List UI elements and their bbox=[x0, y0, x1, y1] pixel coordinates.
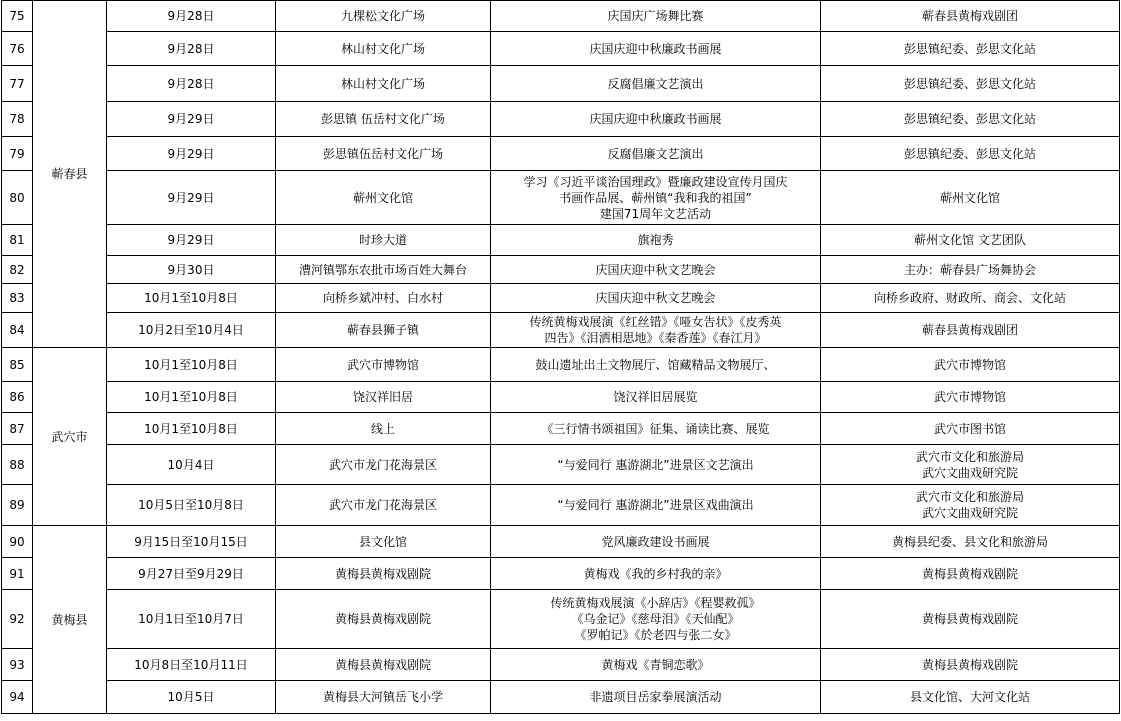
activity-cell bbox=[491, 382, 821, 413]
row-number: 76 bbox=[2, 32, 33, 66]
activity-line: 四告》《泪洒相思地》《秦香莲》《春江月》 bbox=[544, 331, 767, 345]
date-cell: 10月5日至10月8日 bbox=[107, 485, 276, 526]
row-number: 78 bbox=[2, 102, 33, 137]
venue-cell: 漕河镇鄂东农批市场百姓大舞台 bbox=[276, 256, 491, 284]
organizer-line: 蕲州文化馆 bbox=[939, 190, 1000, 205]
row-number: 77 bbox=[2, 66, 33, 102]
row-number: 87 bbox=[2, 413, 33, 445]
table-row bbox=[2, 485, 1120, 526]
organizer-line: 彭思镇纪委、彭思文化站 bbox=[903, 146, 1036, 161]
table-row bbox=[2, 225, 1120, 256]
row-number: 80 bbox=[2, 171, 33, 225]
organizer-line: 武穴文曲戏研究院 bbox=[921, 465, 1018, 480]
activity-line: 《三行情书颂祖国》征集、诵读比赛、展览 bbox=[541, 421, 770, 436]
activity-cell bbox=[491, 445, 821, 485]
organizer-line: 武穴市图书馆 bbox=[933, 421, 1006, 436]
activity-line: 庆国庆迎中秋廉政书画展 bbox=[589, 112, 722, 126]
organizer-line: 武穴市博物馆 bbox=[933, 390, 1006, 404]
row-number: 82 bbox=[2, 256, 33, 284]
venue-cell: 县文化馆 bbox=[276, 526, 491, 558]
venue-cell: 武穴市龙门花海景区 bbox=[276, 445, 491, 485]
activity-cell bbox=[491, 681, 821, 714]
table-row bbox=[2, 413, 1120, 445]
activity-cell bbox=[491, 649, 821, 681]
date-cell: 10月5日 bbox=[107, 681, 276, 714]
row-number: 75 bbox=[2, 1, 33, 32]
activity-cell bbox=[491, 313, 821, 348]
table-row bbox=[2, 66, 1120, 102]
region-cell: 黄梅县 bbox=[33, 526, 107, 714]
date-cell: 9月28日 bbox=[107, 1, 276, 32]
table-row bbox=[2, 1, 1120, 32]
date-cell: 9月29日 bbox=[107, 137, 276, 171]
organizer-cell bbox=[821, 348, 1120, 382]
venue-cell: 饶汉祥旧居 bbox=[276, 382, 491, 413]
activity-line: 鼓山遗址出土文物展厅、馆藏精品文物展厅、 bbox=[535, 357, 776, 372]
date-cell: 10月1至10月8日 bbox=[107, 382, 276, 413]
activity-line: 饶汉祥旧居展览 bbox=[613, 390, 698, 404]
activity-line: “与爱同行 惠游湖北”进景区戏曲演出 bbox=[557, 498, 754, 512]
table-row bbox=[2, 284, 1120, 313]
organizer-cell bbox=[821, 284, 1120, 313]
organizer-line: 县文化馆、大河文化站 bbox=[909, 690, 1030, 704]
date-cell: 9月28日 bbox=[107, 32, 276, 66]
venue-cell: 黄梅县黄梅戏剧院 bbox=[276, 649, 491, 681]
organizer-cell bbox=[821, 681, 1120, 714]
activity-line: 反腐倡廉文艺演出 bbox=[607, 76, 704, 91]
date-cell: 9月30日 bbox=[107, 256, 276, 284]
organizer-cell bbox=[821, 137, 1120, 171]
activity-cell bbox=[491, 171, 821, 225]
organizer-line: 彭思镇纪委、彭思文化站 bbox=[903, 76, 1036, 91]
row-number: 83 bbox=[2, 284, 33, 313]
organizer-line: 彭思镇纪委、彭思文化站 bbox=[903, 112, 1036, 126]
venue-cell: 线上 bbox=[276, 413, 491, 445]
table-row bbox=[2, 590, 1120, 649]
row-number: 79 bbox=[2, 137, 33, 171]
table-row bbox=[2, 137, 1120, 171]
table-row bbox=[2, 256, 1120, 284]
venue-cell: 林山村文化广场 bbox=[276, 32, 491, 66]
date-cell: 10月8日至10月11日 bbox=[107, 649, 276, 681]
venue-cell: 林山村文化广场 bbox=[276, 66, 491, 102]
organizer-line: 黄梅县纪委、县文化和旅游局 bbox=[891, 534, 1048, 549]
row-number: 86 bbox=[2, 382, 33, 413]
venue-cell: 黄梅县黄梅戏剧院 bbox=[276, 558, 491, 590]
venue-cell: 黄梅县黄梅戏剧院 bbox=[276, 590, 491, 649]
organizer-line: 武穴市文化和旅游局 bbox=[915, 449, 1024, 464]
venue-cell: 彭思镇 伍岳村文化广场 bbox=[276, 102, 491, 137]
table-row bbox=[2, 102, 1120, 137]
organizer-cell bbox=[821, 526, 1120, 558]
activity-line: 黄梅戏《青铜恋歌》 bbox=[601, 657, 710, 672]
organizer-cell bbox=[821, 313, 1120, 348]
venue-cell: 武穴市龙门花海景区 bbox=[276, 485, 491, 526]
table-row bbox=[2, 32, 1120, 66]
table-body bbox=[2, 1, 1120, 714]
venue-cell: 向桥乡斌冲村、白水村 bbox=[276, 284, 491, 313]
table-row bbox=[2, 649, 1120, 681]
organizer-line: 蕲春县黄梅戏剧团 bbox=[921, 9, 1018, 23]
activity-cell bbox=[491, 225, 821, 256]
row-number: 92 bbox=[2, 590, 33, 649]
organizer-cell bbox=[821, 413, 1120, 445]
activity-line: 传统黄梅戏展演《小辞店》《程婴救孤》 bbox=[550, 596, 761, 610]
date-cell: 9月15日至10月15日 bbox=[107, 526, 276, 558]
activity-cell bbox=[491, 256, 821, 284]
table-row bbox=[2, 348, 1120, 382]
activity-line: 旗袍秀 bbox=[637, 233, 674, 247]
region-cell: 武穴市 bbox=[33, 348, 107, 526]
activity-cell bbox=[491, 348, 821, 382]
organizer-cell bbox=[821, 171, 1120, 225]
organizer-cell bbox=[821, 32, 1120, 66]
organizer-line: 主办：蕲春县广场舞协会 bbox=[903, 262, 1036, 277]
organizer-cell bbox=[821, 382, 1120, 413]
organizer-line: 黄梅县黄梅戏剧院 bbox=[921, 657, 1018, 672]
row-number: 93 bbox=[2, 649, 33, 681]
activity-line: 反腐倡廉文艺演出 bbox=[607, 146, 704, 161]
date-cell: 9月28日 bbox=[107, 66, 276, 102]
activity-cell bbox=[491, 137, 821, 171]
organizer-cell bbox=[821, 590, 1120, 649]
venue-cell: 黄梅县大河镇岳飞小学 bbox=[276, 681, 491, 714]
date-cell: 9月27日至9月29日 bbox=[107, 558, 276, 590]
activity-cell bbox=[491, 558, 821, 590]
organizer-cell bbox=[821, 445, 1120, 485]
activity-cell bbox=[491, 526, 821, 558]
venue-cell: 蕲春县狮子镇 bbox=[276, 313, 491, 348]
table-row bbox=[2, 382, 1120, 413]
activity-line: 非遗项目岳家拳展演活动 bbox=[589, 690, 722, 704]
activity-cell bbox=[491, 485, 821, 526]
organizer-line: 蕲州文化馆 文艺团队 bbox=[914, 233, 1026, 247]
row-number: 90 bbox=[2, 526, 33, 558]
organizer-cell bbox=[821, 485, 1120, 526]
row-number: 88 bbox=[2, 445, 33, 485]
date-cell: 10月4日 bbox=[107, 445, 276, 485]
activity-cell bbox=[491, 66, 821, 102]
organizer-cell bbox=[821, 66, 1120, 102]
activity-line: 庆国庆迎中秋文艺晚会 bbox=[595, 291, 716, 305]
organizer-line: 彭思镇纪委、彭思文化站 bbox=[903, 41, 1036, 56]
organizer-line: 蕲春县黄梅戏剧团 bbox=[921, 323, 1018, 337]
date-cell: 10月2日至10月4日 bbox=[107, 313, 276, 348]
organizer-cell bbox=[821, 102, 1120, 137]
organizer-line: 黄梅县黄梅戏剧院 bbox=[921, 566, 1018, 581]
date-cell: 9月29日 bbox=[107, 102, 276, 137]
table-row bbox=[2, 558, 1120, 590]
organizer-line: 武穴市博物馆 bbox=[933, 357, 1006, 372]
activity-cell bbox=[491, 1, 821, 32]
organizer-cell bbox=[821, 558, 1120, 590]
table-row bbox=[2, 445, 1120, 485]
activity-line: 《乌金记》《慈母泪》《天仙配》 bbox=[571, 612, 740, 626]
activity-line: 书画作品展、蕲州镇“我和我的祖国” bbox=[559, 190, 752, 205]
activity-line: 黄梅戏《我的乡村我的亲》 bbox=[583, 566, 728, 581]
activity-cell bbox=[491, 413, 821, 445]
row-number: 81 bbox=[2, 225, 33, 256]
activity-line: 建国71周年文艺活动 bbox=[599, 206, 712, 221]
organizer-line: 武穴文曲戏研究院 bbox=[921, 506, 1018, 520]
date-cell: 10月1日至10月7日 bbox=[107, 590, 276, 649]
activity-cell bbox=[491, 284, 821, 313]
activity-line: 传统黄梅戏展演《红丝错》《哑女告状》《皮秀英 bbox=[529, 315, 782, 329]
activity-line: 《罗帕记》《於老四与张二女》 bbox=[574, 628, 737, 642]
table-row bbox=[2, 526, 1120, 558]
table-row bbox=[2, 171, 1120, 225]
activity-line: 庆国庆广场舞比赛 bbox=[607, 9, 704, 23]
venue-cell: 彭思镇伍岳村文化广场 bbox=[276, 137, 491, 171]
row-number: 84 bbox=[2, 313, 33, 348]
venue-cell: 武穴市博物馆 bbox=[276, 348, 491, 382]
venue-cell: 九棵松文化广场 bbox=[276, 1, 491, 32]
row-number: 89 bbox=[2, 485, 33, 526]
organizer-cell bbox=[821, 1, 1120, 32]
organizer-cell bbox=[821, 256, 1120, 284]
organizer-line: 武穴市文化和旅游局 bbox=[915, 490, 1024, 504]
row-number: 94 bbox=[2, 681, 33, 714]
organizer-line: 黄梅县黄梅戏剧院 bbox=[921, 612, 1018, 626]
table-row bbox=[2, 681, 1120, 714]
date-cell: 10月1至10月8日 bbox=[107, 413, 276, 445]
activity-cell bbox=[491, 102, 821, 137]
activity-line: 庆国庆迎中秋文艺晚会 bbox=[595, 262, 716, 277]
organizer-cell bbox=[821, 225, 1120, 256]
venue-cell: 时珍大道 bbox=[276, 225, 491, 256]
row-number: 85 bbox=[2, 348, 33, 382]
activity-cell bbox=[491, 590, 821, 649]
organizer-cell bbox=[821, 649, 1120, 681]
date-cell: 9月29日 bbox=[107, 225, 276, 256]
activity-line: “与爱同行 惠游湖北”进景区文艺演出 bbox=[557, 457, 754, 472]
date-cell: 9月29日 bbox=[107, 171, 276, 225]
venue-cell: 蕲州文化馆 bbox=[276, 171, 491, 225]
date-cell: 10月1至10月8日 bbox=[107, 348, 276, 382]
row-number: 91 bbox=[2, 558, 33, 590]
organizer-line: 向桥乡政府、财政所、商会、文化站 bbox=[873, 291, 1066, 305]
activity-line: 学习《习近平谈治国理政》暨廉政建设宣传月国庆 bbox=[523, 174, 788, 189]
activity-line: 党风廉政建设书画展 bbox=[601, 534, 710, 549]
activity-table bbox=[1, 0, 1120, 714]
table-row bbox=[2, 313, 1120, 348]
activity-cell bbox=[491, 32, 821, 66]
activity-line: 庆国庆迎中秋廉政书画展 bbox=[589, 41, 722, 56]
region-cell: 蕲春县 bbox=[33, 1, 107, 348]
date-cell: 10月1至10月8日 bbox=[107, 284, 276, 313]
